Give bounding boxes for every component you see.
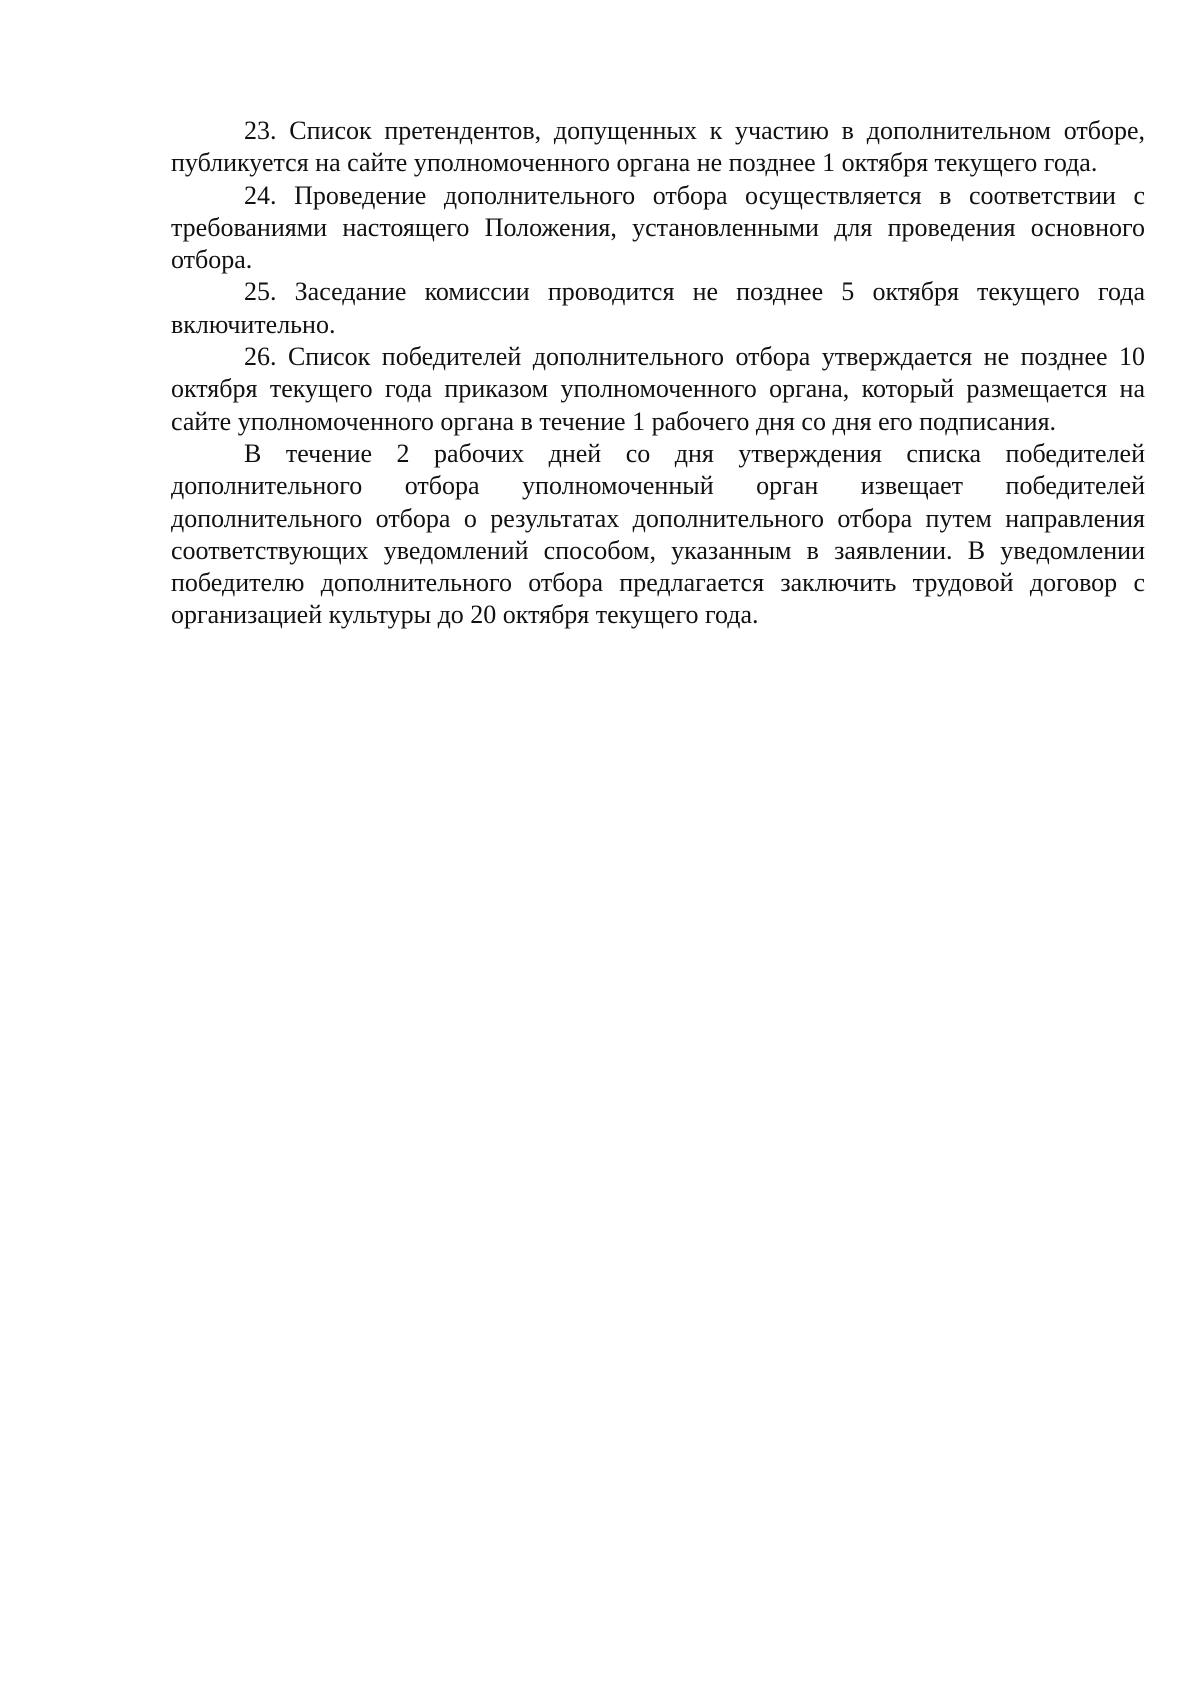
paragraph-25: 25. Заседание комиссии проводится не позднее 5 октября текущего года включительно.	[171, 277, 1145, 339]
paragraph-26: 26. Список победителей дополнительного отбора утверждается не позднее 10 октября текущего года приказом уполномоченного органа, который размещается на сайте уполномоченного органа в течение 1 рабочего дня со дня его подписания.	[171, 342, 1145, 436]
paragraph-23: 23. Список претендентов, допущенных к участию в дополнительном отборе, публикуется на сайте уполномоченного органа не позднее 1 октября текущего года.	[171, 116, 1145, 178]
paragraph-26-notification: В течение 2 рабочих дней со дня утверждения списка победителей дополнительного отбора уполномоченный орган извещает победителей дополнительного отбора о результатах дополнительного отбора путем направления соответствующих уведомлений способом, указанным в заявлении. В уведомлении победителю дополнительного отбора предлагается заключить трудовой договор с организацией культуры до 20 октября текущего года.	[171, 438, 1145, 630]
document-body	[171, 115, 1145, 632]
paragraph-24: 24. Проведение дополнительного отбора осуществляется в соответствии с требованиями настоящего Положения, установленными для проведения основного отбора.	[171, 180, 1145, 275]
